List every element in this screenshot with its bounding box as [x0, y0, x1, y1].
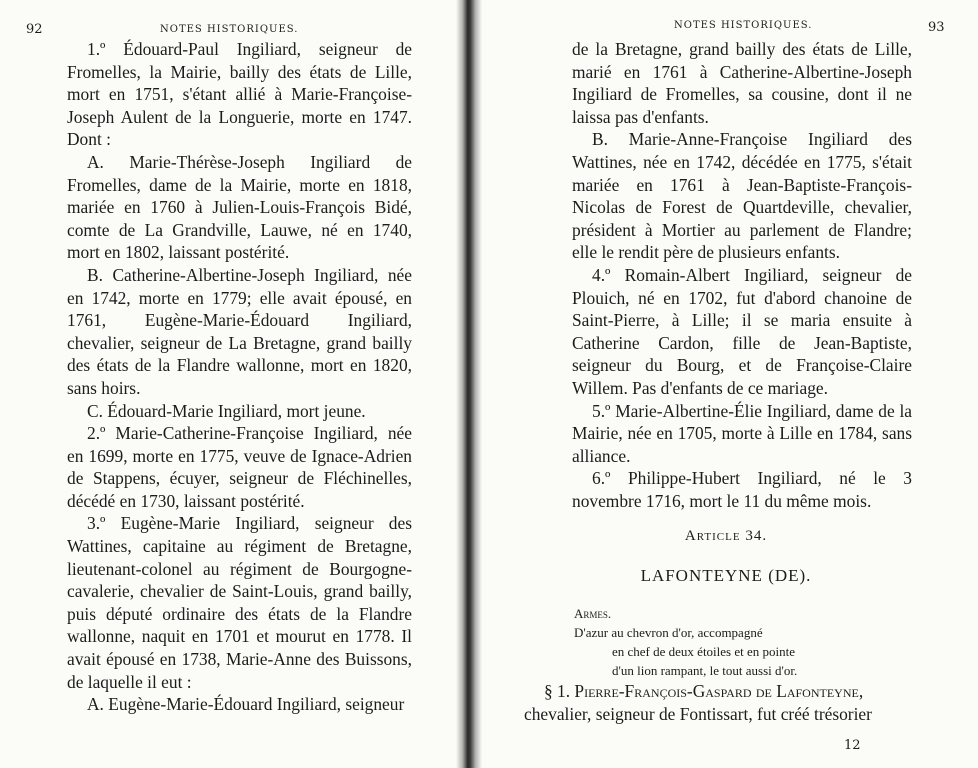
paragraph: 2.º Marie-Catherine-Françoise Ingiliard, née en 1699, morte en 1775, veuve de Ignace-Adrien de Stappens, écuyer, seigneur de Fléchinelles, décédé en 1730, laissant postérité. — [67, 423, 412, 511]
right-page — [474, 0, 978, 768]
paragraph: 1.º Édouard-Paul Ingiliard, seigneur de Fromelles, la Mairie, bailly des états de Lille, mort en 1751, s'étant allié à Marie-Françoise-Joseph Aulent de la Longuerie, morte en 1747. Dont : — [67, 39, 412, 150]
armes-line-2: en chef de deux étoiles et en pointe — [612, 644, 796, 659]
paragraph: de la Bretagne, grand bailly des états de Lille, marié en 1761 à Catherine-Albertine-Joseph Ingiliard de Fromelles, sa cousine, dont il ne laissa pas d'enfants. — [572, 39, 912, 127]
armes-line-3: d'un lion rampant, le tout aussi d'or. — [612, 663, 798, 678]
paragraph: A. Marie-Thérèse-Joseph Ingiliard de Fromelles, dame de la Mairie, morte en 1818, mariée en 1760 à Julien-Louis-François Bidé, comte de La Grandville, Lauwe, né en 1740, mort en 1802, laissant postérité. — [67, 151, 412, 263]
running-head-left: NOTES HISTORIQUES. — [160, 24, 299, 35]
page-number-right: 93 — [928, 20, 945, 35]
paragraph: C. Édouard-Marie Ingiliard, mort jeune. — [87, 400, 366, 421]
signature-mark: 12 — [844, 738, 861, 753]
armes-line-1 — [574, 604, 894, 642]
paragraph: A. Eugène-Marie-Édouard Ingiliard, seigneur — [87, 694, 405, 715]
section-heading — [524, 680, 914, 703]
paragraph: 5.º Marie-Albertine-Élie Ingiliard, dame de la Mairie, née en 1705, morte à Lille en 1784, sans alliance. — [572, 400, 912, 466]
article-label — [474, 528, 978, 545]
paragraph: B. Catherine-Albertine-Joseph Ingiliard, née en 1742, morte en 1779; elle avait épousé, en 1761, Eugène-Marie-Édouard Ingiliard, chevalier, seigneur de La Bretagne, grand bailly des états de la Flandre wallonne, mort en 1820, sans hoirs. — [67, 264, 412, 398]
armes-text-1: D'azur au chevron d'or, accompagné — [574, 625, 763, 640]
section-name: § 1. Pierre-François-Gaspard de Lafonteyne, — [544, 681, 864, 701]
left-page — [0, 0, 465, 768]
armes-label: Armes. — [574, 606, 612, 621]
running-head-right: NOTES HISTORIQUES. — [674, 20, 813, 31]
left-page-text — [67, 38, 412, 716]
paragraph: B. Marie-Anne-Françoise Ingiliard des Wattines, née en 1742, décédée en 1775, s'était mariée en 1761 à Jean-Baptiste-François-Nicolas de Forest de Quartdeville, chevalier, président à Mortier au parlement de Flandre; elle le rendit père de plusieurs enfants. — [572, 129, 912, 263]
section-line: chevalier, seigneur de Fontissart, fut créé trésorier — [524, 703, 872, 724]
section-text — [524, 680, 914, 725]
paragraph: 4.º Romain-Albert Ingiliard, seigneur de Plouich, né en 1702, fut d'abord chanoine de Saint-Pierre, à Lille; il se maria ensuite à Catherine Cardon, fille de Jean-Baptiste, seigneur du Bourg, et de Françoise-Claire Willem. Pas d'enfants de ce mariage. — [572, 264, 912, 398]
armes-block — [574, 604, 894, 680]
page-number-left: 92 — [26, 22, 43, 37]
paragraph: 3.º Eugène-Marie Ingiliard, seigneur des Wattines, capitaine au régiment de Bretagne, lieutenant-colonel au régiment de Bourgogne-cavalerie, chevalier de Saint-Louis, grand bailly, puis député ordinaire des états de la Flandre wallonne, naquit en 1701 et mourut en 1778. Il avait épousé en 1738, Marie-Anne des Buissons, de laquelle il eut : — [67, 513, 412, 692]
article-label-text: Article 34. — [684, 528, 768, 544]
paragraph: 6.º Philippe-Hubert Ingiliard, né le 3 novembre 1716, mort le 11 du même mois. — [572, 468, 912, 511]
right-page-text — [572, 38, 912, 512]
article-title: LAFONTEYNE (DE). — [640, 566, 812, 585]
